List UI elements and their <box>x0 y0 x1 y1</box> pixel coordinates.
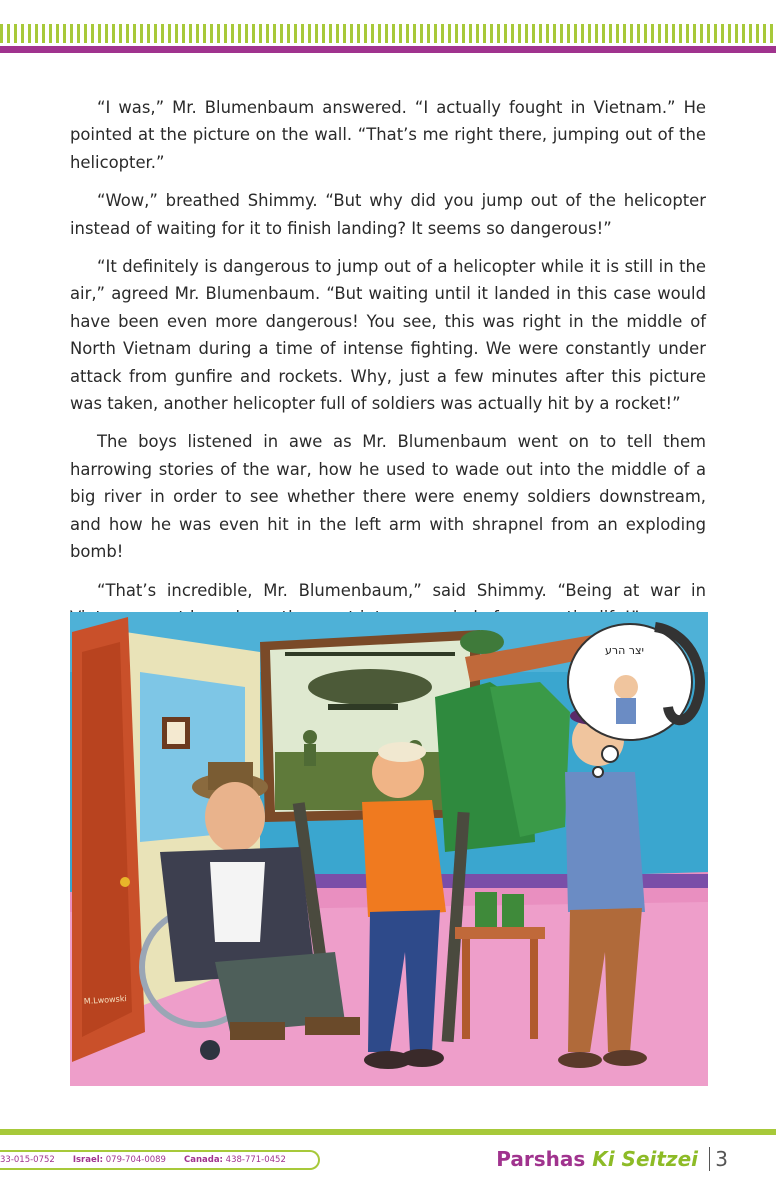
helicopter-body <box>308 669 432 705</box>
artist-signature: M.Lwowski <box>83 994 127 1006</box>
paragraph-5: “That’s incredible, Mr. Blumenbaum,” said Shimmy. “Being at war in <box>97 580 706 600</box>
paragraph-3: “It definitely is dangerous to jump out of a helicopter while it is still in the air,” agreed Mr. Blumenbaum. “But waiting until it landed in this case would have been even more dangerous! You see, this was right in the middle of North Vietnam during a time of intense fighting. We were constantly under attack from gunfire and rockets. Why, just a few minutes after this picture was taken, another helicopter full of soldiers was actually hit by a rocket!” <box>70 257 706 414</box>
paragraph-4: The boys listened in awe as Mr. Blumenbaum went on to tell them harrowing stories of the war, how he used to wade out into the middle of a big river in order to see whether there were enemy soldiers downstream, and how he was even hit in the left arm with shrapnel from an exploding bomb! <box>70 432 706 562</box>
israel-phone: 079-704-0089 <box>105 1155 166 1165</box>
parsha-title-part2: Ki Seitzei <box>592 1147 698 1171</box>
kippah <box>378 742 426 762</box>
israel-label: Israel: <box>72 1155 104 1165</box>
story-illustration <box>70 612 708 1086</box>
thought-bubble-text: יצר הרע <box>605 644 644 657</box>
contact-phone-bar <box>0 1150 320 1170</box>
parsha-title-part1: Parshas <box>496 1147 586 1171</box>
top-accent-line <box>0 46 776 53</box>
canada-phone: 438-771-0452 <box>225 1155 286 1165</box>
page-number: 3 <box>715 1147 728 1171</box>
orange-shirt <box>362 800 446 917</box>
paragraph-2: “Wow,” breathed Shimmy. “But why did you jump out of the helicopter instead of waiting for it to finish landing? It seems so dangerous!” <box>70 191 706 238</box>
story-text <box>70 94 706 642</box>
illustration-art <box>70 612 708 1086</box>
footer-divider <box>709 1147 711 1171</box>
parsha-title <box>496 1146 698 1172</box>
top-decorative-band <box>0 24 776 43</box>
door-knob <box>120 877 130 887</box>
blue-shirt <box>565 772 645 912</box>
bottom-accent-line <box>0 1129 776 1135</box>
phone-number-partial: 33-015-0752 <box>0 1155 55 1165</box>
canada-label: Canada: <box>183 1155 223 1165</box>
paragraph-1: “I was,” Mr. Blumenbaum answered. “I actually fought in Vietnam.” He pointed at the picture on the wall. “That’s me right there, jumping out of the helicopter.” <box>70 98 706 172</box>
